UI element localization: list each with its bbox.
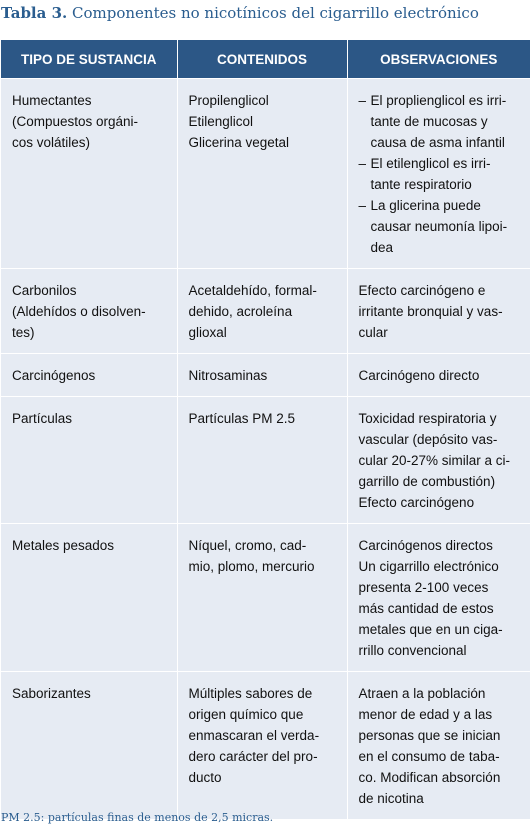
cell-line: cos volátiles)	[12, 135, 91, 150]
caption-label: Tabla 3.	[1, 4, 68, 22]
cell-line: Múltiples sabores de	[188, 686, 313, 701]
cell-line: (Aldehídos o disolven-	[12, 304, 146, 319]
cell-line: mio, plomo, mercurio	[188, 559, 315, 574]
cell-line: Efecto carcinógeno e	[358, 283, 486, 298]
table-caption	[1, 3, 529, 23]
cell-line: Toxicidad respiratoria y	[358, 411, 497, 426]
cell-line: Níquel, cromo, cad-	[188, 538, 307, 553]
cell-line: Propilenglicol	[188, 93, 269, 108]
cell-line: Partículas PM 2.5	[188, 411, 296, 426]
cell-line: más cantidad de estos	[358, 601, 494, 616]
cell-line: cular 20-27% similar a ci-	[358, 453, 511, 468]
table-row	[1, 397, 530, 524]
cell-contenidos	[177, 79, 347, 269]
cell-tipo	[1, 672, 177, 820]
cell-line: en el consumo de taba-	[358, 749, 500, 764]
cell-line: metales que en un ciga-	[358, 622, 503, 637]
cell-contenidos	[177, 269, 347, 354]
cell-observaciones	[347, 524, 530, 672]
cell-line: Humectantes	[12, 93, 92, 108]
cell-observaciones	[347, 269, 530, 354]
cell-line: Saborizantes	[12, 686, 91, 701]
table-row	[1, 524, 530, 672]
cell-line: (Compuestos orgáni-	[12, 114, 139, 129]
list-item	[359, 153, 521, 195]
footnote: PM 2.5: partículas finas de menos de 2,5 micras.	[1, 811, 274, 824]
cell-line: glioxal	[188, 325, 227, 340]
cell-tipo	[1, 354, 177, 397]
cell-line: dero carácter del pro-	[188, 749, 318, 764]
cell-observaciones	[347, 79, 530, 269]
cell-tipo	[1, 269, 177, 354]
cell-line: Atraen a la población	[358, 686, 486, 701]
cell-line: Nitrosaminas	[188, 368, 268, 383]
cell-line: Glicerina vegetal	[188, 135, 290, 150]
cell-line: – El etilenglicol es irri-	[370, 156, 491, 171]
cell-line: Carcinógeno directo	[358, 368, 480, 383]
cell-tipo	[1, 524, 177, 672]
table-row	[1, 354, 530, 397]
header-observaciones: OBSERVACIONES	[347, 40, 530, 79]
cell-line: Carbonilos	[12, 283, 77, 298]
cell-line: Carcinógenos	[12, 368, 96, 383]
table-row	[1, 672, 530, 820]
cell-line: Metales pesados	[12, 538, 115, 553]
cell-line: menor de edad y a las	[358, 707, 493, 722]
cell-line: co. Modifican absorción	[358, 770, 501, 785]
cell-contenidos	[177, 354, 347, 397]
cell-tipo	[1, 79, 177, 269]
list-item	[359, 90, 521, 153]
cell-line: ducto	[188, 770, 222, 785]
cell-line: causar neumonía lipoi-	[370, 219, 508, 234]
cell-contenidos	[177, 397, 347, 524]
cell-line: cular	[358, 325, 388, 340]
cell-line: personas que se inician	[358, 728, 501, 743]
cell-contenidos	[177, 524, 347, 672]
cell-line: Etilenglicol	[188, 114, 254, 129]
cell-line: irritante bronquial y vas-	[358, 304, 503, 319]
cell-line: – El proplienglicol es irri-	[370, 93, 507, 108]
components-table	[1, 40, 530, 819]
cell-line: rrillo convencional	[358, 643, 467, 658]
cell-line: garrillo de combustión)	[358, 474, 496, 489]
cell-line: tante de mucosas y	[370, 114, 488, 129]
cell-line: dehido, acroleína	[188, 304, 293, 319]
table-row	[1, 269, 530, 354]
cell-line: Un cigarrillo electrónico	[358, 559, 499, 574]
cell-line: vascular (depósito vas-	[358, 432, 498, 447]
observations-list	[359, 90, 521, 258]
table-row	[1, 79, 530, 269]
cell-line: – La glicerina puede	[370, 198, 481, 213]
list-item	[359, 195, 521, 258]
header-row	[1, 40, 530, 79]
cell-line: tes)	[12, 325, 35, 340]
cell-line: dea	[370, 240, 394, 255]
cell-observaciones	[347, 354, 530, 397]
header-contenidos: CONTENIDOS	[177, 40, 347, 79]
cell-observaciones	[347, 672, 530, 820]
cell-line: Carcinógenos directos	[358, 538, 493, 553]
cell-line: causa de asma infantil	[370, 135, 505, 150]
cell-line: de nicotina	[358, 791, 424, 806]
cell-line: tante respiratorio	[370, 177, 472, 192]
cell-line: Efecto carcinógeno	[358, 495, 475, 510]
cell-contenidos	[177, 672, 347, 820]
cell-line: origen químico que	[188, 707, 304, 722]
cell-line: Acetaldehído, formal-	[188, 283, 317, 298]
cell-line: enmascaran el verda-	[188, 728, 320, 743]
caption-title: Componentes no nicotínicos del cigarrillo electrónico	[72, 4, 479, 22]
header-tipo: TIPO DE SUSTANCIA	[1, 40, 177, 79]
cell-line: presenta 2-100 veces	[358, 580, 489, 595]
cell-observaciones	[347, 397, 530, 524]
cell-line: Partículas	[12, 411, 73, 426]
cell-tipo	[1, 397, 177, 524]
